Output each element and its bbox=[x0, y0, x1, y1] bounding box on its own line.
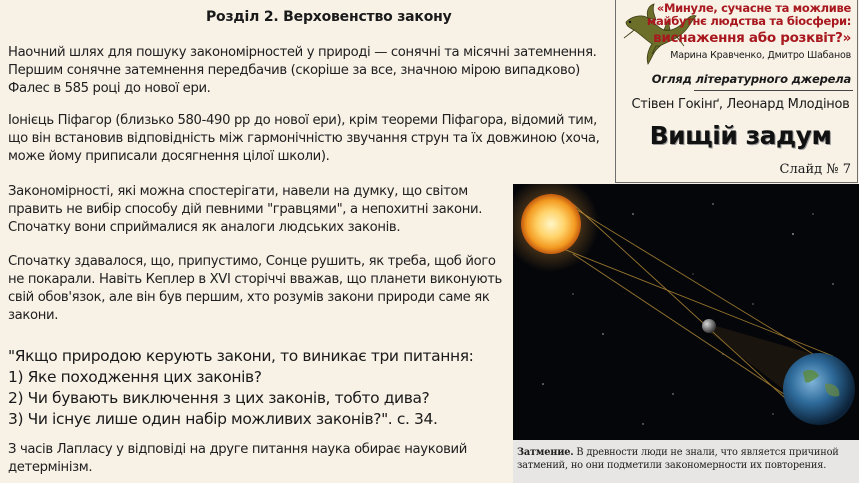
eclipse-illustration bbox=[513, 184, 859, 440]
paragraph-laws: Закономірності, які можна спостерігати, навели на думку, що світом править не вибір способу дій певними "гравцями", а непохитні закони. Спочатку вони сприймалися як аналоги людських законів. bbox=[8, 184, 483, 235]
paragraph-kepler: Спочатку здавалося, що, припустимо, Сонце рушить, як треба, щоб його не покарали. Навіть Кеплер в XVI сторіччі вважав, що планети виконують свій обов'язок, але він був першим, хто розумів закони природи саме як закони. bbox=[8, 254, 502, 323]
book-title-line: «Минуле, сучасне та можливе bbox=[656, 1, 851, 15]
book-title-highlight: виснаження або розквіт?» bbox=[653, 30, 851, 46]
figure-caption bbox=[513, 440, 859, 483]
section-title: Розділ 2. Верховенство закону bbox=[206, 9, 452, 25]
review-label: Огляд літературного джерела bbox=[651, 72, 851, 86]
book-authors: Марина Кравченко, Дмитро Шабанов bbox=[670, 50, 851, 61]
quote-line: 2) Чи бувають виключення з цих законів, тобто дива? bbox=[8, 389, 430, 407]
paragraph-laplace: З часів Лапласу у відповіді на друге питання наука обирає науковий детермінізм. bbox=[8, 442, 467, 475]
slide-number: Слайд № 7 bbox=[779, 162, 851, 177]
book-title-line: майбутнє людства та біосфери: bbox=[646, 14, 851, 28]
quote-line: 3) Чи існує лише один набір можливих законів?". с. 34. bbox=[8, 410, 438, 428]
source-title: Вищій задум bbox=[649, 121, 832, 150]
paragraph-eclipses: Наочний шлях для пошуку закономірностей у природі — сонячні та місячні затемнення. Першим сонячне затемнення передбачив (скоріше за все, значною мірою випадково) Фалес в 585 році до нової ери. bbox=[8, 45, 597, 96]
source-authors: Стівен Гокінґ, Леонард Млодінов bbox=[631, 97, 850, 112]
caption-label: Затмение. bbox=[517, 447, 574, 458]
quote-block bbox=[8, 346, 508, 430]
header-box bbox=[615, 0, 858, 183]
divider bbox=[694, 90, 853, 91]
paragraph-pythagoras: Іонієць Піфагор (близько 580-490 рр до нової ери), крім теореми Піфагора, відомий тим, що він встановив відповідність між гармонічністю звучання струн та їх довжиною (хоча, може йому приписали досягнення цілої школи). bbox=[8, 113, 600, 164]
caption-text: В древности люди не знали, что является причиной затмений, но они подметили закономерности их повторения. bbox=[517, 447, 839, 471]
quote-line: "Якщо природою керують закони, то виникає три питання: bbox=[8, 347, 474, 365]
quote-line: 1) Яке походження цих законів? bbox=[8, 368, 262, 386]
